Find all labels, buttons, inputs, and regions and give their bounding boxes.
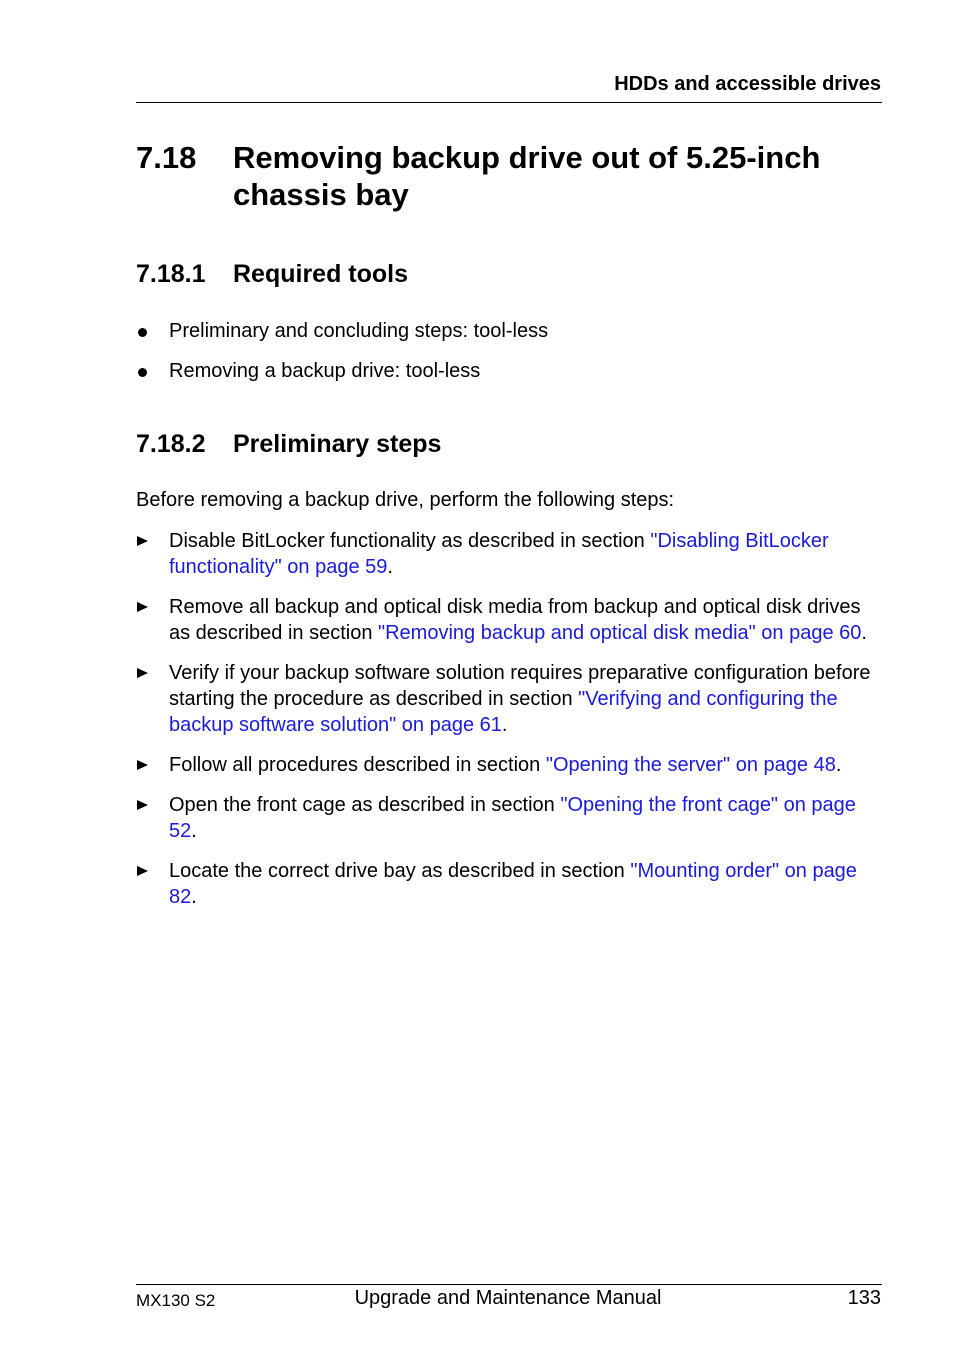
header-divider <box>136 102 882 103</box>
step-text: Open the front cage as described in section <box>169 794 561 816</box>
bullet-icon <box>138 368 147 377</box>
required-tools-list <box>136 318 882 384</box>
step-end: . <box>861 622 867 644</box>
subsection-heading-required-tools <box>136 259 408 289</box>
cross-reference-link[interactable]: "Removing backup and optical disk media" on page 60 <box>378 622 862 644</box>
step-arrow-icon <box>137 866 148 876</box>
section-number: 7.18 <box>136 140 197 175</box>
step-item <box>136 858 882 910</box>
step-text: Follow all procedures described in section <box>169 754 546 776</box>
cross-reference-link[interactable]: "Disabling BitLocker functionality" on page 59 <box>169 530 829 578</box>
subsection-heading-preliminary-steps <box>136 429 441 459</box>
step-end: . <box>191 886 197 908</box>
section-heading <box>136 139 856 213</box>
page-number: 133 <box>847 1287 881 1309</box>
step-end: . <box>835 754 842 776</box>
cross-reference-link[interactable]: "Opening the server" on page 48 <box>545 754 836 776</box>
cross-reference-link[interactable]: "Verifying and configuring the backup software solution" on page 61 <box>169 688 838 736</box>
subsection-number: 7.18.2 <box>136 430 206 458</box>
subsection-title: Preliminary steps <box>233 430 442 458</box>
step-item <box>136 528 882 580</box>
step-arrow-icon <box>137 760 148 770</box>
step-arrow-icon <box>137 602 148 612</box>
footer-model: MX130 S2 <box>136 1291 216 1310</box>
step-end: . <box>191 820 197 842</box>
step-end: . <box>387 556 393 578</box>
cross-reference-link[interactable]: "Mounting order" on page 82 <box>169 860 857 908</box>
step-item <box>136 594 882 646</box>
step-text: Disable BitLocker functionality as described in section <box>169 530 651 552</box>
step-arrow-icon <box>137 668 148 678</box>
section-title: Removing backup drive out of 5.25-inch chassis bay <box>233 140 821 212</box>
step-text: Locate the correct drive bay as described in section <box>169 860 631 882</box>
step-item <box>136 660 882 738</box>
cross-reference-link[interactable]: "Opening the front cage" on page 52 <box>169 794 856 842</box>
running-header: HDDs and accessible drives <box>614 73 881 95</box>
list-item <box>136 318 882 344</box>
step-item <box>136 752 882 778</box>
step-text: Verify if your backup software solution requires preparative configuration before starting the procedure as described in section <box>169 662 871 710</box>
step-arrow-icon <box>137 536 148 546</box>
bullet-icon <box>138 328 147 337</box>
list-item <box>136 358 882 384</box>
footer-divider <box>136 1284 882 1285</box>
step-arrow-icon <box>137 800 148 810</box>
step-text: Remove all backup and optical disk media from backup and optical disk drives as described in section <box>169 596 861 644</box>
intro-paragraph: Before removing a backup drive, perform the following steps: <box>136 489 675 511</box>
subsection-title: Required tools <box>233 260 409 288</box>
step-end: . <box>501 714 508 736</box>
preliminary-steps-list <box>136 528 882 924</box>
footer-manual-title: Upgrade and Maintenance Manual <box>354 1287 662 1309</box>
subsection-number: 7.18.1 <box>136 260 206 288</box>
step-item <box>136 792 882 844</box>
list-item-text: Removing a backup drive: tool-less <box>169 360 481 382</box>
list-item-text: Preliminary and concluding steps: tool-less <box>169 320 549 342</box>
